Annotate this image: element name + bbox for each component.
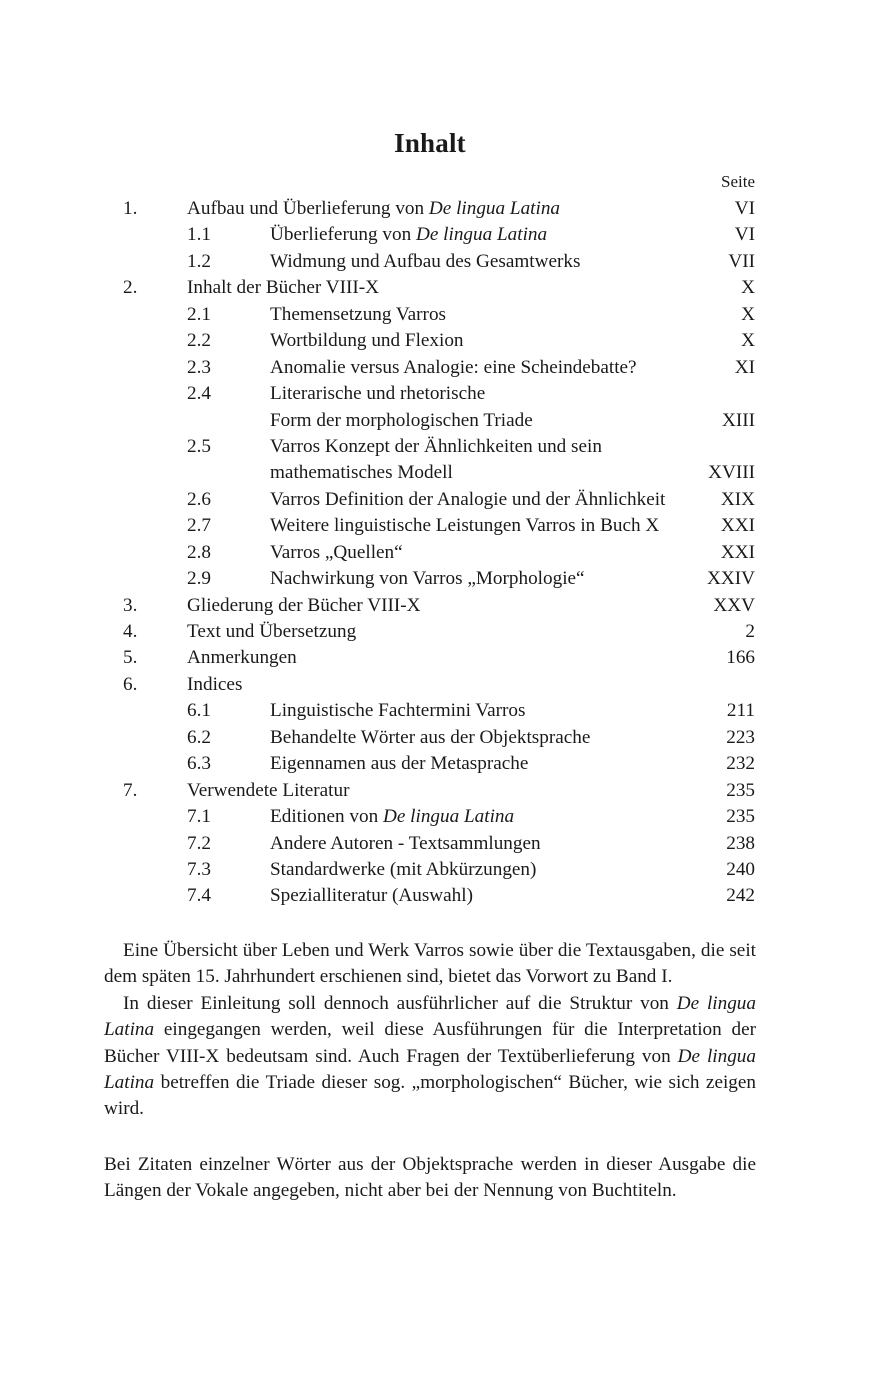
toc-entry-title xyxy=(270,751,528,777)
toc-title-segment: Behandelte Wörter aus der Objektsprache xyxy=(270,726,591,748)
toc-entry-number: 7.3 xyxy=(187,858,211,880)
toc-entry-title xyxy=(270,249,580,275)
toc-entry-title xyxy=(270,831,541,857)
italic-work-title: De lingua Latina xyxy=(382,806,515,828)
toc-entry-title xyxy=(270,302,446,328)
toc-entry-page: VI xyxy=(734,198,755,219)
toc-entry-number: 2.7 xyxy=(187,515,211,537)
toc-entry-page: XXIV xyxy=(707,568,755,590)
toc-title-segment: Verwendete Literatur xyxy=(187,779,350,801)
toc-entry-page: XIX xyxy=(720,488,755,510)
toc-entry-number: 2.3 xyxy=(187,356,211,378)
toc-entry-title xyxy=(187,645,297,671)
toc-entry-title xyxy=(270,725,590,751)
toc-entry-number: 2.5 xyxy=(187,435,211,457)
toc-entry-page: 166 xyxy=(726,647,755,669)
toc-entry-page: XXI xyxy=(720,541,755,563)
toc-entry[interactable] xyxy=(0,725,879,751)
toc-entry-number: 7.2 xyxy=(187,832,211,854)
toc-entry-number: 2.1 xyxy=(187,303,211,325)
toc-entry-page: 232 xyxy=(726,753,755,775)
toc-entry-title xyxy=(187,275,379,301)
toc-entry[interactable] xyxy=(0,275,879,301)
toc-title-segment: Wortbildung und Flexion xyxy=(270,330,464,352)
toc-entry-number: 7.1 xyxy=(187,806,211,828)
toc-entry-number: 1. xyxy=(123,198,138,219)
toc-entry-number: 1.1 xyxy=(187,224,211,246)
toc-entry-title xyxy=(270,408,533,434)
toc-entry-page: XXI xyxy=(720,515,755,537)
toc-entry-page: VII xyxy=(728,250,755,272)
toc-entry-number: 3. xyxy=(123,594,138,616)
toc-title-segment: Linguistische Fachtermini Varros xyxy=(270,700,526,722)
toc-entry-page: XI xyxy=(734,356,755,378)
paragraph xyxy=(104,938,756,991)
toc-entry[interactable] xyxy=(0,857,879,883)
toc-entry-number: 7.4 xyxy=(187,885,211,907)
toc-entry[interactable] xyxy=(0,222,879,248)
page-title: Inhalt xyxy=(394,128,466,158)
toc-entry-number: 2.6 xyxy=(187,488,211,510)
toc-entry-number: 4. xyxy=(123,621,138,642)
toc-entry-number: 6. xyxy=(123,673,138,695)
text-segment: betreffen die Triade dieser sog. „morphologischen“ Bücher, wie sich zeigen wird. xyxy=(104,1072,756,1120)
toc-title-segment: Weitere linguistische Leistungen Varros in Buch X xyxy=(270,515,660,537)
toc-title-segment: Überlieferung von xyxy=(270,224,416,246)
toc-title-segment: Widmung und Aufbau des Gesamtwerks xyxy=(270,250,581,272)
toc-entry-title xyxy=(270,487,665,513)
toc-entry[interactable] xyxy=(0,698,879,724)
table-of-contents xyxy=(0,196,879,910)
toc-entry-number: 6.1 xyxy=(187,700,211,722)
toc-entry[interactable] xyxy=(0,408,879,434)
toc-entry-number: 6.2 xyxy=(187,726,211,748)
toc-entry-page: X xyxy=(741,277,755,299)
toc-entry-title xyxy=(270,698,525,724)
toc-entry-number: 6.3 xyxy=(187,753,211,775)
toc-entry[interactable] xyxy=(0,434,879,460)
toc-entry-title xyxy=(187,593,421,619)
toc-entry-number: 2.2 xyxy=(187,330,211,352)
toc-title-segment: Text und Übersetzung xyxy=(187,621,357,642)
toc-entry-title xyxy=(270,355,637,381)
paragraph xyxy=(104,991,756,1123)
note-text xyxy=(104,1152,756,1205)
toc-title-segment: Editionen von xyxy=(270,806,383,828)
toc-title-segment: Varros Konzept der Ähnlichkeiten und sein xyxy=(270,435,602,457)
toc-entry[interactable] xyxy=(0,778,879,804)
toc-entry-title xyxy=(187,672,242,698)
toc-entry-page: 235 xyxy=(726,806,755,828)
toc-entry-page: 211 xyxy=(726,700,755,722)
italic-work-title: De lingua Latina xyxy=(104,1045,756,1094)
toc-entry-page: X xyxy=(741,303,755,325)
toc-title-segment: Aufbau und Überlieferung von xyxy=(187,198,429,219)
text-segment: Eine Übersicht über Leben und Werk Varros sowie über die Textausgaben, die seit dem späten 15. Jahrhundert erschienen sind, bietet das Vorwort zu Band I. xyxy=(104,940,756,988)
toc-entry-title xyxy=(270,328,464,354)
toc-entry-number: 1.2 xyxy=(187,250,211,272)
toc-title-segment: Varros „Quellen“ xyxy=(270,541,403,563)
toc-entry-title xyxy=(187,619,356,645)
italic-work-title: De lingua Latina xyxy=(428,198,561,219)
toc-entry[interactable] xyxy=(0,302,879,328)
toc-entry-page: VI xyxy=(734,224,755,246)
toc-entry-page: 238 xyxy=(726,832,755,854)
toc-title-segment: Indices xyxy=(187,673,243,695)
toc-entry-number: 2.9 xyxy=(187,568,211,590)
toc-entry[interactable] xyxy=(0,593,879,619)
toc-entry-number: 5. xyxy=(123,647,138,669)
toc-entry-title xyxy=(270,381,485,407)
toc-title-segment: Andere Autoren - Textsammlungen xyxy=(270,832,541,854)
toc-entry-title xyxy=(187,778,349,804)
seite-column-label: Seite xyxy=(721,172,755,191)
toc-entry-page: 240 xyxy=(726,858,755,880)
toc-title-segment: Anmerkungen xyxy=(187,647,297,669)
toc-title-segment: Varros Definition der Analogie und der Ähnlichkeit xyxy=(270,488,666,510)
text-segment: In dieser Einleitung soll dennoch ausführlicher auf die Struktur von xyxy=(123,992,677,1014)
toc-title-segment: Nachwirkung von Varros „Morphologie“ xyxy=(270,568,585,590)
intro-text xyxy=(104,938,756,1123)
toc-entry-title xyxy=(270,804,514,830)
toc-entry-title xyxy=(270,540,403,566)
toc-entry[interactable] xyxy=(0,460,879,486)
toc-entry-title xyxy=(270,222,547,248)
toc-entry[interactable] xyxy=(0,355,879,381)
toc-entry-title xyxy=(270,434,602,460)
toc-entry-page: XXV xyxy=(713,594,755,616)
toc-entry[interactable] xyxy=(0,249,879,275)
toc-entry-title xyxy=(270,566,585,592)
italic-work-title: De lingua Latina xyxy=(104,992,756,1041)
toc-entry-number: 2.4 xyxy=(187,383,211,405)
toc-title-segment: Spezialliteratur (Auswahl) xyxy=(270,885,473,907)
toc-entry-number: 2.8 xyxy=(187,541,211,563)
toc-entry-title xyxy=(270,857,536,883)
toc-title-segment: Themensetzung Varros xyxy=(270,303,447,325)
toc-entry-page: X xyxy=(741,330,755,352)
toc-title-segment: mathematisches Modell xyxy=(270,462,453,484)
toc-entry[interactable] xyxy=(0,645,879,671)
toc-entry-page: 2 xyxy=(745,621,755,642)
toc-entry-number: 7. xyxy=(123,779,138,801)
toc-entry-page: 235 xyxy=(726,779,755,801)
toc-entry-page: XIII xyxy=(721,409,755,431)
toc-title-segment: Form der morphologischen Triade xyxy=(270,409,533,431)
toc-title-segment: Eigennamen aus der Metasprache xyxy=(270,753,529,775)
toc-title-segment: Literarische und rhetorische xyxy=(270,383,486,405)
toc-entry-title xyxy=(270,460,453,486)
toc-entry[interactable] xyxy=(0,540,879,566)
toc-entry-page: XVIII xyxy=(708,462,755,484)
toc-entry[interactable] xyxy=(0,513,879,539)
toc-entry[interactable] xyxy=(0,883,879,909)
toc-title-segment: Standardwerke (mit Abkürzungen) xyxy=(270,858,537,880)
toc-entry-title xyxy=(270,883,473,909)
toc-entry[interactable] xyxy=(0,831,879,857)
toc-entry[interactable] xyxy=(0,196,879,222)
toc-entry-title xyxy=(270,513,659,539)
toc-entry[interactable] xyxy=(0,487,879,513)
toc-entry-title xyxy=(187,196,560,222)
toc-entry[interactable] xyxy=(0,751,879,777)
toc-entry[interactable] xyxy=(0,566,879,592)
italic-work-title: De lingua Latina xyxy=(416,224,548,246)
toc-entry[interactable] xyxy=(0,619,879,645)
toc-title-segment: Inhalt der Bücher VIII-X xyxy=(187,277,379,299)
toc-title-segment: Gliederung der Bücher VIII-X xyxy=(187,594,421,616)
toc-entry[interactable] xyxy=(0,804,879,830)
toc-entry[interactable] xyxy=(0,328,879,354)
paragraph xyxy=(104,1152,756,1205)
toc-entry[interactable] xyxy=(0,672,879,698)
toc-entry[interactable] xyxy=(0,381,879,407)
text-segment: Bei Zitaten einzelner Wörter aus der Objektsprache werden in dieser Ausgabe die Längen der Vokale angegeben, nicht aber bei der Nennung von Buchtiteln. xyxy=(104,1154,756,1202)
toc-title-segment: Anomalie versus Analogie: eine Scheindebatte? xyxy=(270,356,637,378)
text-segment: eingegangen werden, weil diese Ausführungen für die Interpretation der Bücher VIII-X bedeutsam sind. Auch Fragen der Textüberlieferung von xyxy=(104,1019,756,1067)
toc-entry-page: 223 xyxy=(726,726,755,748)
toc-entry-number: 2. xyxy=(123,277,138,299)
toc-entry-page: 242 xyxy=(726,885,755,907)
